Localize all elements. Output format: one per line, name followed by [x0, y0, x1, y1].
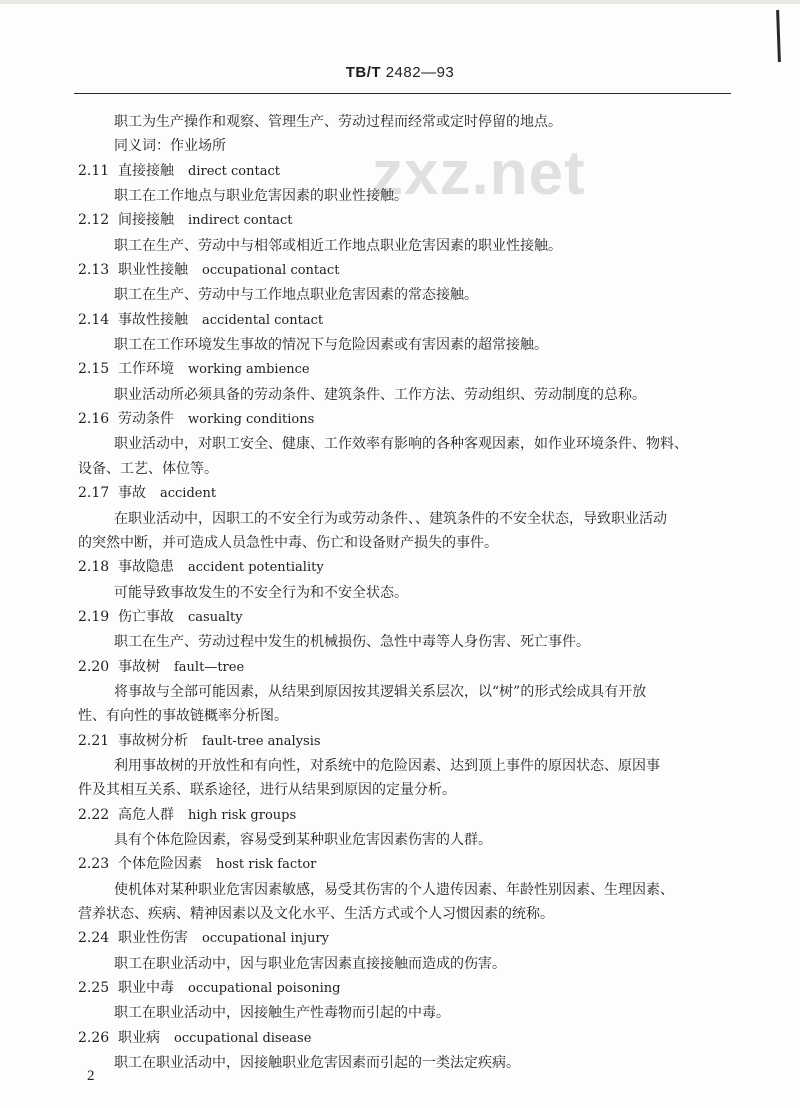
- term-heading: [78, 605, 738, 630]
- term-number: 2.25: [78, 980, 110, 997]
- term-chinese: 工作环境: [118, 361, 174, 378]
- term-entry: [78, 357, 738, 407]
- term-chinese: 个体危险因素: [118, 856, 202, 873]
- watermark: zxz.net: [372, 139, 586, 208]
- term-entry: [78, 729, 738, 803]
- term-heading: [78, 308, 738, 333]
- document-body: [78, 110, 738, 1075]
- term-number: 2.13: [78, 262, 110, 279]
- term-chinese: 事故树: [118, 658, 160, 675]
- term-chinese: 职业病: [118, 1029, 160, 1046]
- term-english: high risk groups: [188, 807, 297, 823]
- term-entry: [78, 976, 738, 1026]
- terms-list: [78, 159, 738, 1076]
- term-english: working ambience: [188, 362, 310, 378]
- term-english: casualty: [188, 609, 243, 625]
- term-definition-line: 在职业活动中，因职工的不安全行为或劳动条件、、建筑条件的不安全状态，导致职业活动: [114, 510, 667, 527]
- term-entry: [78, 308, 738, 358]
- term-chinese: 伤亡事故: [118, 608, 174, 625]
- term-heading: [78, 803, 738, 828]
- scan-corner-mark: [776, 10, 781, 62]
- term-heading: [78, 481, 738, 506]
- term-chinese: 劳动条件: [118, 411, 174, 428]
- term-entry: [78, 555, 738, 605]
- term-definition-line: 具有个体危险因素，容易受到某种职业危害因素伤害的人群。: [114, 831, 492, 848]
- opening-definition: 职工为生产操作和观察、管理生产、劳动过程而经常或定时停留的地点。: [114, 114, 562, 130]
- term-entry: [78, 481, 738, 555]
- term-heading: [78, 655, 738, 680]
- term-heading: [78, 258, 738, 283]
- term-english: fault-tree analysis: [202, 733, 321, 749]
- term-heading: [78, 852, 738, 877]
- term-number: 2.22: [78, 806, 110, 823]
- term-chinese: 职业中毒: [118, 980, 174, 997]
- term-english: indirect contact: [188, 213, 293, 229]
- term-definition-line: 将事故与全部可能因素，从结果到原因按其逻辑关系层次，以“树”的形式绘成具有开放: [114, 683, 647, 700]
- term-definition-line: 可能导致事故发生的不安全行为和不安全状态。: [114, 584, 408, 601]
- term-heading: [78, 357, 738, 382]
- term-english: occupational injury: [202, 931, 329, 947]
- term-heading: [78, 407, 738, 432]
- term-definition-line: 利用事故树的开放性和有向性，对系统中的危险因素、达到顶上事件的原因状态、原因事: [114, 757, 660, 774]
- term-english: fault—tree: [174, 659, 245, 675]
- term-number: 2.23: [78, 856, 110, 873]
- term-number: 2.16: [78, 411, 110, 428]
- term-definition-line: 的突然中断，并可造成人员急性中毒、伤亡和设备财产损失的事件。: [78, 534, 498, 551]
- term-definition-line: 职工在职业活动中，因与职业危害因素直接接触而造成的伤害。: [114, 955, 506, 972]
- term-definition-line: 职工在生产、劳动中与相邻或相近工作地点职业危害因素的职业性接触。: [114, 237, 562, 254]
- term-definition-line: 营养状态、疾病、精神因素以及文化水平、生活方式或个人习惯因素的统称。: [78, 906, 554, 922]
- term-number: 2.15: [78, 361, 110, 378]
- term-heading: [78, 1026, 738, 1051]
- term-heading: [78, 926, 738, 951]
- term-entry: [78, 208, 738, 258]
- term-entry: [78, 605, 738, 655]
- term-number: 2.18: [78, 559, 110, 576]
- page-number: 2: [87, 1068, 95, 1084]
- term-heading: [78, 208, 738, 233]
- term-english: working conditions: [188, 412, 315, 428]
- term-definition-line: 职工在工作环境发生事故的情况下与危险因素或有害因素的超常接触。: [114, 337, 548, 354]
- term-number: 2.26: [78, 1029, 110, 1046]
- term-definition-line: 职工在职业活动中，因接触生产性毒物而引起的中毒。: [114, 1005, 450, 1022]
- term-number: 2.19: [78, 608, 110, 625]
- term-english: accidental contact: [202, 312, 324, 328]
- term-entry: [78, 655, 738, 729]
- term-definition-line: 设备、工艺、体位等。: [78, 460, 218, 477]
- term-number: 2.20: [78, 658, 110, 675]
- page-top-edge: [0, 0, 800, 4]
- term-entry: [78, 803, 738, 853]
- term-chinese: 职业性接触: [118, 262, 188, 279]
- term-english: accident potentiality: [188, 560, 324, 576]
- term-definition-line: 职业活动所必须具备的劳动条件、建筑条件、工作方法、劳动组织、劳动制度的总称。: [114, 386, 646, 403]
- term-entry: [78, 1026, 738, 1076]
- header-rule: [74, 93, 731, 94]
- term-chinese: 事故: [118, 485, 146, 502]
- standard-code-number: 2482—93: [385, 64, 455, 81]
- term-definition-line: 件及其相互关系、联系途径，进行从结果到原因的定量分析。: [78, 782, 456, 799]
- term-chinese: 事故性接触: [118, 311, 188, 328]
- term-chinese: 事故树分析: [118, 732, 188, 749]
- term-chinese: 间接接触: [118, 212, 174, 229]
- term-english: direct contact: [188, 163, 280, 179]
- term-number: 2.14: [78, 311, 110, 328]
- term-english: accident: [160, 486, 217, 502]
- term-chinese: 高危人群: [118, 806, 174, 823]
- term-english: occupational poisoning: [188, 981, 341, 997]
- term-english: occupational disease: [174, 1030, 312, 1046]
- term-number: 2.17: [78, 485, 110, 502]
- term-chinese: 直接接触: [118, 162, 174, 179]
- term-definition-line: 职工在生产、劳动中与工作地点职业危害因素的常态接触。: [114, 287, 478, 304]
- term-chinese: 职业性伤害: [118, 930, 188, 947]
- term-definition-line: 性、有向性的事故链概率分析图。: [78, 708, 288, 725]
- term-number: 2.12: [78, 212, 110, 229]
- synonym-line: 同义词：作业场所: [114, 138, 226, 155]
- term-chinese: 事故隐患: [118, 559, 174, 576]
- standard-code-prefix: TB/T: [345, 64, 382, 81]
- term-number: 2.24: [78, 930, 110, 947]
- term-entry: [78, 407, 738, 481]
- term-definition-line: 职工在职业活动中，因接触职业危害因素而引起的一类法定疾病。: [114, 1055, 520, 1072]
- term-entry: [78, 159, 738, 209]
- term-definition-line: 职工在工作地点与职业危害因素的职业性接触。: [114, 188, 408, 205]
- term-definition-line: 职工在生产、劳动过程中发生的机械损伤、急性中毒等人身伤害、死亡事件。: [114, 634, 590, 651]
- term-english: host risk factor: [216, 857, 317, 873]
- term-entry: [78, 852, 738, 926]
- term-heading: [78, 976, 738, 1001]
- term-heading: [78, 159, 738, 184]
- term-heading: [78, 555, 738, 580]
- term-entry: [78, 926, 738, 976]
- document-header: [0, 64, 800, 81]
- term-definition-line: 职业活动中，对职工安全、健康、工作效率有影响的各种客观因素，如作业环境条件、物料、: [114, 436, 688, 453]
- term-entry: [78, 258, 738, 308]
- term-number: 2.11: [78, 162, 110, 179]
- term-heading: [78, 729, 738, 754]
- term-definition-line: 使机体对某种职业危害因素敏感，易受其伤害的个人遗传因素、年龄性别因素、生理因素、: [114, 881, 674, 898]
- term-english: occupational contact: [202, 263, 340, 279]
- term-number: 2.21: [78, 732, 110, 749]
